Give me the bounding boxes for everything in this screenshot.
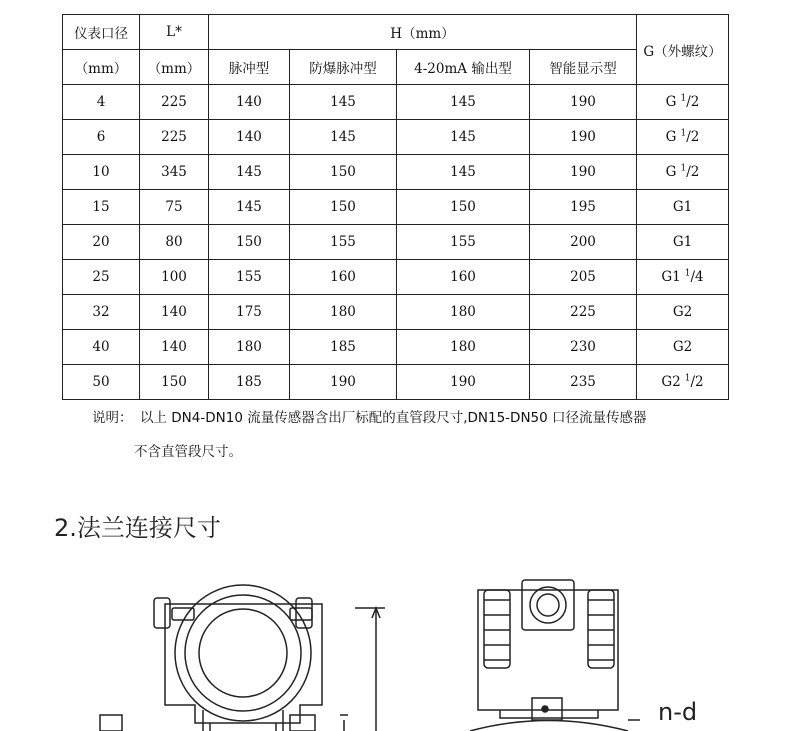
table-cell-h4: 190 xyxy=(530,85,637,120)
housing-outline-left xyxy=(165,604,322,723)
section-title: 2.法兰连接尺寸 xyxy=(54,514,221,542)
header-dn: 仪表口径 xyxy=(63,15,140,50)
table-cell-h2: 150 xyxy=(290,190,397,225)
header-dn-unit: （mm） xyxy=(63,50,140,85)
table-cell-l: 80 xyxy=(140,225,209,260)
header-h-pulse: 脉冲型 xyxy=(209,50,290,85)
table-cell-h4: 225 xyxy=(530,295,637,330)
note xyxy=(92,408,647,460)
table-cell-g xyxy=(637,190,729,225)
table-cell-h2: 150 xyxy=(290,155,397,190)
table-cell-dn: 10 xyxy=(63,155,140,190)
table-row xyxy=(63,190,729,225)
table-row xyxy=(63,260,729,295)
thread-fraction: $^1$/2 xyxy=(680,163,700,180)
note-line1: 以上 DN4-DN10 流量传感器含出厂标配的直管段尺寸,DN15-DN50 口径流量传感器 xyxy=(140,410,647,426)
table-cell-l: 150 xyxy=(140,365,209,400)
table-cell-dn: 40 xyxy=(63,330,140,365)
table-cell-h4: 230 xyxy=(530,330,637,365)
header-h-4-20ma: 4-20mA 输出型 xyxy=(397,50,530,85)
table-cell-g xyxy=(637,120,729,155)
header-h-group: H（mm） xyxy=(209,15,637,50)
table-cell-l: 140 xyxy=(140,330,209,365)
table-cell-l: 225 xyxy=(140,85,209,120)
table-cell-g xyxy=(637,155,729,190)
table-row xyxy=(63,330,729,365)
table-cell-h4: 195 xyxy=(530,190,637,225)
table-cell-h4: 200 xyxy=(530,225,637,260)
thread-size: G xyxy=(665,164,677,180)
table-cell-h3: 155 xyxy=(397,225,530,260)
table-cell-h3: 145 xyxy=(397,155,530,190)
table-cell-dn: 4 xyxy=(63,85,140,120)
left-boss xyxy=(154,598,170,628)
table-cell-l: 75 xyxy=(140,190,209,225)
table-cell-g xyxy=(637,365,729,400)
table-row xyxy=(63,155,729,190)
table-cell-h1: 180 xyxy=(209,330,290,365)
table-row xyxy=(63,120,729,155)
table-cell-g xyxy=(637,330,729,365)
table-cell-h3: 145 xyxy=(397,120,530,155)
thread-size: G xyxy=(665,129,677,145)
table-cell-l: 140 xyxy=(140,295,209,330)
table-cell-h3: 145 xyxy=(397,85,530,120)
table-cell-h1: 140 xyxy=(209,120,290,155)
table-cell-h4: 235 xyxy=(530,365,637,400)
cover-outer-ring xyxy=(175,585,311,721)
table-cell-dn: 20 xyxy=(63,225,140,260)
table-cell-dn: 32 xyxy=(63,295,140,330)
spec-table xyxy=(62,14,729,400)
table-cell-h3: 150 xyxy=(397,190,530,225)
thread-size: G2 xyxy=(672,304,693,320)
table-cell-dn: 15 xyxy=(63,190,140,225)
table-row xyxy=(63,295,729,330)
table-row xyxy=(63,365,729,400)
thread-fraction: $^1$/2 xyxy=(684,373,704,390)
header-h-smart-display: 智能显示型 xyxy=(530,50,637,85)
thread-size: G1 xyxy=(672,234,693,250)
table-cell-l: 100 xyxy=(140,260,209,295)
thread-size: G1 xyxy=(672,199,693,215)
display-window xyxy=(199,609,287,697)
table-cell-g xyxy=(637,295,729,330)
thread-size: G2 xyxy=(661,374,681,390)
thread-size: G1 xyxy=(661,269,681,285)
table-cell-h2: 160 xyxy=(290,260,397,295)
table-cell-g xyxy=(637,260,729,295)
table-cell-dn: 25 xyxy=(63,260,140,295)
thread-fraction: $^1$/2 xyxy=(680,128,700,145)
header-l: L* xyxy=(140,15,209,50)
table-cell-h2: 155 xyxy=(290,225,397,260)
table-cell-l: 345 xyxy=(140,155,209,190)
table-cell-l: 225 xyxy=(140,120,209,155)
thread-size: G2 xyxy=(672,339,693,355)
table-cell-h3: 190 xyxy=(397,365,530,400)
table-cell-h3: 180 xyxy=(397,295,530,330)
note-label: 说明： xyxy=(92,410,133,426)
table-cell-h1: 140 xyxy=(209,85,290,120)
table-cell-h3: 160 xyxy=(397,260,530,295)
table-cell-h2: 190 xyxy=(290,365,397,400)
table-cell-dn: 6 xyxy=(63,120,140,155)
thread-size: G xyxy=(665,94,677,110)
table-cell-h1: 155 xyxy=(209,260,290,295)
header-h-explosion-proof: 防爆脉冲型 xyxy=(290,50,397,85)
thread-fraction: $^1$/2 xyxy=(680,93,700,110)
table-cell-h2: 185 xyxy=(290,330,397,365)
table-cell-h4: 190 xyxy=(530,120,637,155)
table-row xyxy=(63,225,729,260)
thread-fraction: $^1$/4 xyxy=(684,268,704,285)
table-cell-h2: 180 xyxy=(290,295,397,330)
table-cell-h1: 175 xyxy=(209,295,290,330)
note-line2: 不含直管段尺寸。 xyxy=(134,444,242,460)
table-cell-h1: 185 xyxy=(209,365,290,400)
header-l-unit: （mm） xyxy=(140,50,209,85)
flange-drawing xyxy=(0,560,790,731)
housing-outline-right xyxy=(478,590,618,710)
table-cell-g xyxy=(637,85,729,120)
table-cell-h4: 190 xyxy=(530,155,637,190)
table-cell-dn: 50 xyxy=(63,365,140,400)
nd-label: n-d xyxy=(658,698,698,726)
table-cell-h2: 145 xyxy=(290,120,397,155)
table-cell-h1: 150 xyxy=(209,225,290,260)
table-cell-h4: 205 xyxy=(530,260,637,295)
table-cell-h1: 145 xyxy=(209,155,290,190)
header-g: G（外螺纹） xyxy=(637,15,729,85)
table-cell-h2: 145 xyxy=(290,85,397,120)
table-row xyxy=(63,85,729,120)
table-cell-h1: 145 xyxy=(209,190,290,225)
table-cell-g xyxy=(637,225,729,260)
table-cell-h3: 180 xyxy=(397,330,530,365)
